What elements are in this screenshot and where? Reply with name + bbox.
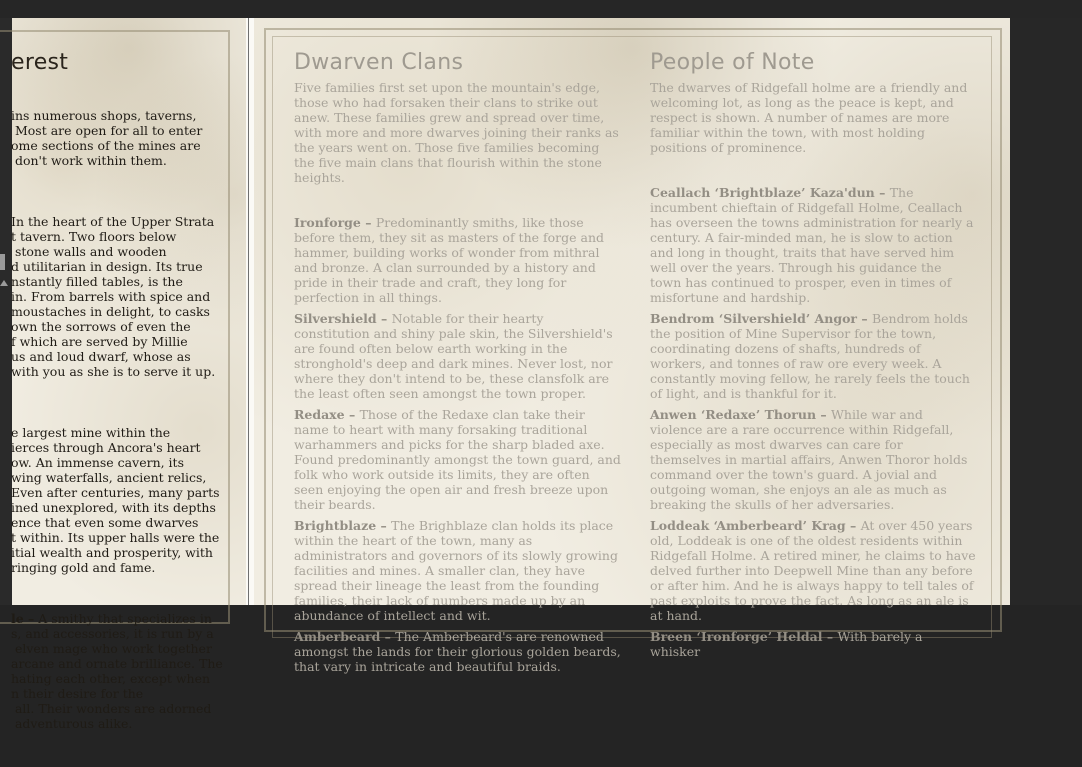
- clan-entry: Brightblaze – The Brighblaze clan holds its place within the heart of the town, many as administrators and governors of its slowly growing facilities and mines. A smaller clan, they have spread their lineage the least from the founding families, their lack of numbers made up by an abundance of intellect and wit.: [294, 518, 618, 623]
- clan-entry: Redaxe – Those of the Redaxe clan take their name to heart with many forsaking traditional warhammers and picks for the sharp bladed axe. Found predominantly amongst the town guard, and folk who work outside its limits, they are often seen enjoying the open air and fresh breeze upon their beards.: [294, 407, 621, 512]
- person-name: Breen ‘Ironforge’ Heldal: [650, 629, 823, 644]
- person-description: With barely a whisker: [650, 629, 923, 659]
- viewer-background: [1010, 18, 1082, 605]
- left-entry-name: le –: [11, 611, 35, 626]
- people-intro: The dwarves of Ridgefall holme are a friendly and welcoming lot, as long as the peace is kept, and respect is shown. A number of names are more familiar within the town, with most holding positions of prominence.: [650, 80, 968, 155]
- person-entry: Anwen ‘Redaxe’ Thorun – While war and violence are a rare occurrence within Ridgefall, especially as most dwarves can care for themselves in martial affairs, Anwen Thoror holds command over the town's guard. A jovial and outgoing woman, she enjoys an ale as much as breaking the skulls of her adversaries.: [650, 407, 968, 512]
- clan-description: Predominantly smiths, like those before them, they sit as masters of the forge and hammer, building works of wonder from mithral and bronze. A clan surrounded by a history and pride in their trade and craft, they long for perfection in all things.: [294, 215, 605, 305]
- clans-intro: Five families first set upon the mountain's edge, those who had forsaken their clans to strike out anew. These families grew and spread over time, with more and more dwarves joining their ranks as the years went on. Those five families becoming the five main clans that flourish within the stone heights.: [294, 80, 619, 185]
- person-entry: Breen ‘Ironforge’ Heldal – With barely a whisker: [650, 629, 923, 659]
- left-paragraph: ins numerous shops, taverns, Most are open for all to enter ome sections of the mines are don't work within them.: [11, 108, 203, 168]
- left-page-text: [11, 48, 245, 767]
- clan-description: The Brighblaze clan holds its place within the heart of the town, many as administrators and governors of its slowly growing facilities and mines. A smaller clan, they have spread their lineage the least from the founding families, their lack of numbers made up by an abundance of intellect and wit.: [294, 518, 618, 623]
- left-entry: [11, 611, 245, 731]
- clan-entry: Ironforge – Predominantly smiths, like those before them, they sit as masters of the forge and hammer, building works of wonder from mithral and bronze. A clan surrounded by a history and pride in their trade and craft, they long for perfection in all things.: [294, 215, 605, 305]
- clan-name: Brightblaze: [294, 518, 377, 533]
- person-description: While war and violence are a rare occurrence within Ridgefall, especially as most dwarves can care for themselves in martial affairs, Anwen Thoror holds command over the town's guard. A jovial and outgoing woman, she enjoys an ale as much as breaking the skulls of her adversaries.: [650, 407, 968, 512]
- person-name: Ceallach ‘Brightblaze’ Kaza'dun: [650, 185, 875, 200]
- left-entry-text: A smithy that specializes in s, and accessories, it is run by a elven mage who work together arcane and ornate brilliance. The hating each other, except when n their desire for the all. Their wonders are adorned adventurous alike.: [11, 611, 223, 731]
- clan-description: Those of the Redaxe clan take their name to heart with many forsaking traditional warhammers and picks for the sharp bladed axe. Found predominantly amongst the town guard, and folk who work outside its limits, they are often seen enjoying the open air and fresh breeze upon their beards.: [294, 407, 621, 512]
- page-divider: [248, 18, 249, 605]
- left-paragraph: e largest mine within the ierces through Ancora's heart ow. An immense cavern, its wing waterfalls, ancient relics, Even after centuries, many parts ined unexplored, with its depths ence that even some dwarves t within. Its upper halls were the itial wealth and prosperity, with ringing gold and fame.: [11, 425, 220, 575]
- person-name: Loddeak ‘Amberbeard’ Krag: [650, 518, 846, 533]
- clan-description: The Amberbeard's are renowned amongst the lands for their glorious golden beards, that vary in intricate and beautiful braids.: [294, 629, 621, 674]
- clan-name: Redaxe: [294, 407, 345, 422]
- clan-description: Notable for their hearty constitution and shiny pale skin, the Silvershield's are found often below earth working in the stronghold's deep and dark mines. Never lost, nor where they don't intend to be, these clansfolk are the least often seen amongst the town proper.: [294, 311, 613, 401]
- clans-heading: Dwarven Clans: [294, 50, 464, 75]
- left-page-heading: erest: [11, 50, 69, 75]
- viewer-top-bar: [0, 0, 1082, 18]
- people-column: [650, 48, 976, 665]
- person-entry: Loddeak ‘Amberbeard’ Krag – At over 450 years old, Loddeak is one of the oldest residents within Ridgefall Holme. A retired miner, he claims to have delved further into Deepwell Mine than any before or after him. And he is always happy to tell tales of past exploits to prove the fact. As long as an ale is at hand.: [650, 518, 976, 623]
- person-name: Bendrom ‘Silvershield’ Angor: [650, 311, 857, 326]
- clan-name: Ironforge: [294, 215, 361, 230]
- person-name: Anwen ‘Redaxe’ Thorun: [650, 407, 817, 422]
- left-page: [11, 18, 246, 731]
- people-heading: People of Note: [650, 50, 815, 75]
- person-entry: Ceallach ‘Brightblaze’ Kaza'dun – The incumbent chieftain of Ridgefall Holme, Ceallach has overseen the towns administration for nearly a century. A fair-minded man, he is slow to action and long in thought, traits that have served him well over the years. Through his guidance the town has continued to prosper, even in times of misfortune and hardship.: [650, 185, 974, 305]
- clan-entry: Silvershield – Notable for their hearty constitution and shiny pale skin, the Silvershield's are found often below earth working in the stronghold's deep and dark mines. Never lost, nor where they don't intend to be, these clansfolk are the least often seen amongst the town proper.: [294, 311, 613, 401]
- clan-entry: Amberbeard – The Amberbeard's are renowned amongst the lands for their glorious golden beards, that vary in intricate and beautiful braids.: [294, 629, 621, 674]
- person-description: At over 450 years old, Loddeak is one of the oldest residents within Ridgefall Holme. A retired miner, he claims to have delved further into Deepwell Mine than any before or after him. And he is always happy to tell tales of past exploits to prove the fact. As long as an ale is at hand.: [650, 518, 976, 623]
- right-page: [254, 18, 1010, 674]
- clan-name: Amberbeard: [294, 629, 381, 644]
- person-description: Bendrom holds the position of Mine Supervisor for the town, coordinating dozens of shafts, hundreds of workers, and tonnes of raw ore every week. A constantly moving fellow, he rarely feels the touch of light, and is thankful for it.: [650, 311, 970, 401]
- clans-column: [294, 48, 622, 680]
- left-paragraph: In the heart of the Upper Strata t tavern. Two floors below stone walls and wooden d utilitarian in design. Its true nstantly filled tables, is the in. From barrels with spice and moustaches in delight, to casks own the sorrows of even the f which are served by Millie us and loud dwarf, whose as with you as she is to serve it up.: [11, 214, 216, 379]
- person-entry: Bendrom ‘Silvershield’ Angor – Bendrom holds the position of Mine Supervisor for the town, coordinating dozens of shafts, hundreds of workers, and tonnes of raw ore every week. A constantly moving fellow, he rarely feels the touch of light, and is thankful for it.: [650, 311, 970, 401]
- clan-name: Silvershield: [294, 311, 377, 326]
- person-description: The incumbent chieftain of Ridgefall Holme, Ceallach has overseen the towns administration for nearly a century. A fair-minded man, he is slow to action and long in thought, traits that have served him well over the years. Through his guidance the town has continued to prosper, even in times of misfortune and hardship.: [650, 185, 974, 305]
